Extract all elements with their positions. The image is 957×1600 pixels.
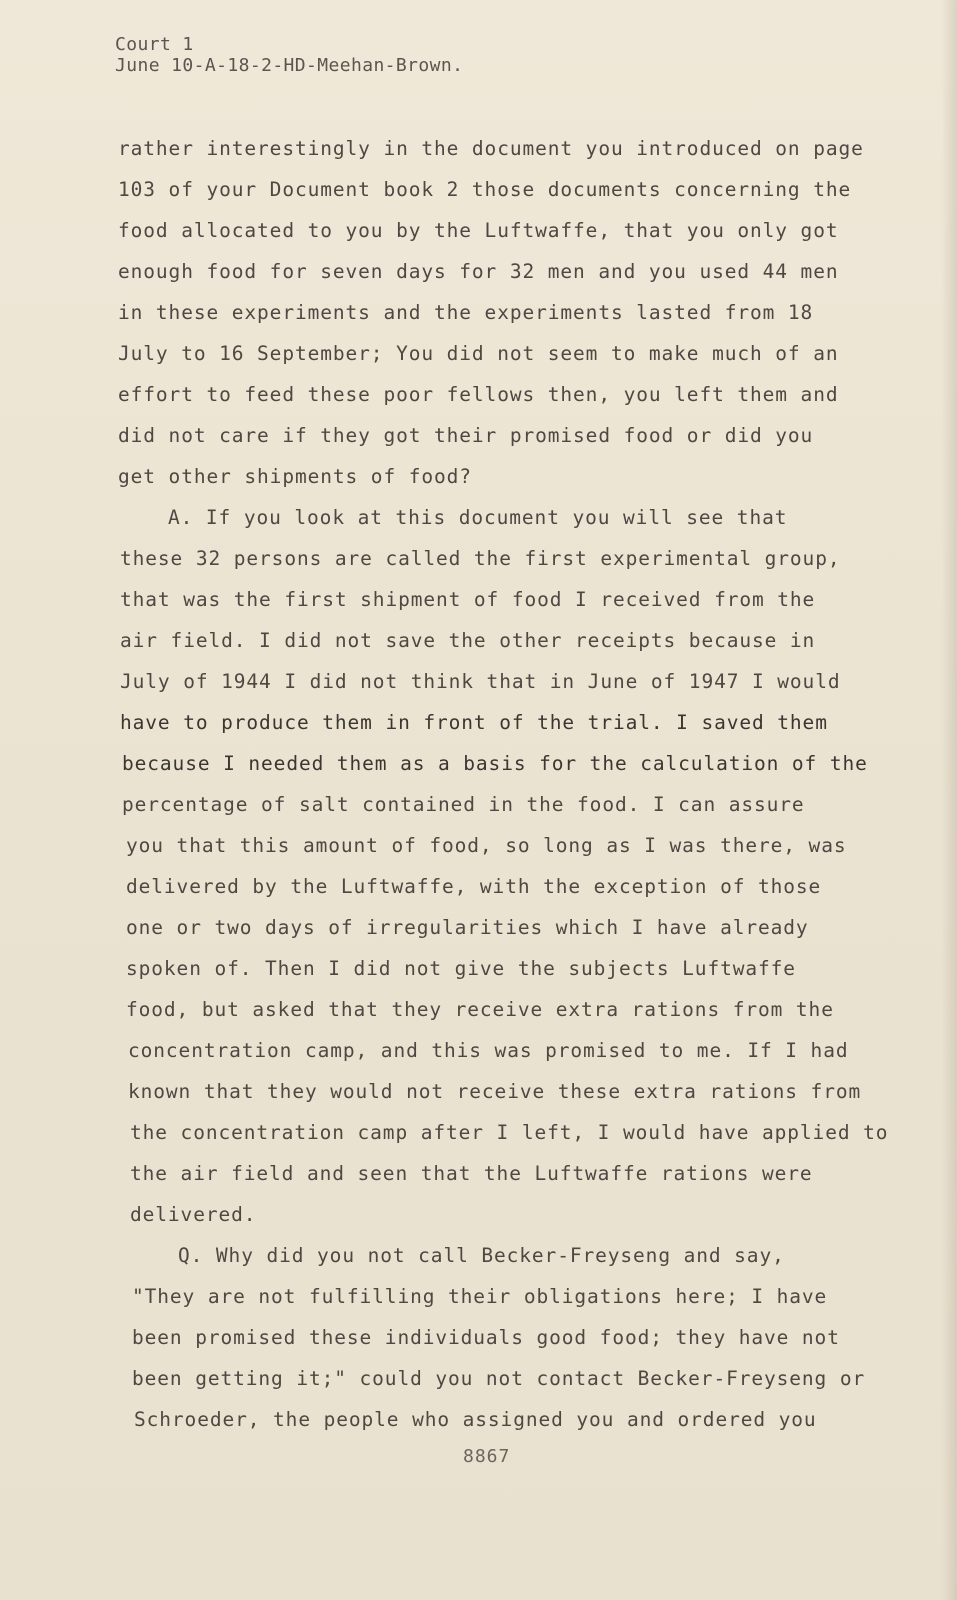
text-line-17: percentage of salt contained in the food. I can assure: [122, 793, 805, 816]
text-line-22: food, but asked that they receive extra rations from the: [126, 998, 834, 1021]
page-number: 8867: [463, 1446, 511, 1467]
text-line-14: July of 1944 I did not think that in June of 1947 I would: [120, 670, 841, 693]
session-reference: June 10-A-18-2-HD-Meehan-Brown.: [115, 55, 464, 76]
text-line-23: concentration camp, and this was promised to me. If I had: [128, 1039, 849, 1062]
text-line-31: been getting it;" could you not contact Becker-Freyseng or: [132, 1367, 866, 1390]
page-edge-shadow: [941, 0, 957, 1600]
text-line-1: rather interestingly in the document you introduced on page: [118, 137, 864, 160]
text-line-29: "They are not fulfilling their obligations here; I have: [132, 1285, 828, 1308]
text-line-32: Schroeder, the people who assigned you and ordered you: [134, 1408, 817, 1431]
text-line-19: delivered by the Luftwaffe, with the exception of those: [126, 875, 822, 898]
text-line-26: the air field and seen that the Luftwaffe rations were: [130, 1162, 813, 1185]
document-header: [115, 34, 463, 76]
text-line-24: known that they would not receive these extra rations from: [128, 1080, 862, 1103]
text-line-9: get other shipments of food?: [118, 465, 472, 488]
text-line-3: food allocated to you by the Luftwaffe, that you only got: [118, 219, 839, 242]
court-label: Court 1: [115, 34, 194, 55]
answer-line-1: A. If you look at this document you will see that: [168, 506, 788, 529]
text-line-15: have to produce them in front of the trial. I saved them: [120, 711, 828, 734]
text-line-8: did not care if they got their promised food or did you: [118, 424, 814, 447]
text-line-7: effort to feed these poor fellows then, you left them and: [118, 383, 839, 406]
text-line-16: because I needed them as a basis for the calculation of the: [122, 752, 868, 775]
text-line-18: you that this amount of food, so long as I was there, was: [126, 834, 847, 857]
question-line-1: Q. Why did you not call Becker-Freyseng and say,: [178, 1244, 785, 1267]
text-line-20: one or two days of irregularities which I have already: [126, 916, 809, 939]
text-line-11: these 32 persons are called the first experimental group,: [120, 547, 841, 570]
text-line-27: delivered.: [130, 1203, 257, 1226]
text-line-30: been promised these individuals good food; they have not: [132, 1326, 840, 1349]
text-line-25: the concentration camp after I left, I would have applied to: [130, 1121, 889, 1144]
transcript-body: [118, 128, 889, 1440]
text-line-5: in these experiments and the experiments lasted from 18: [118, 301, 814, 324]
text-line-21: spoken of. Then I did not give the subjects Luftwaffe: [126, 957, 796, 980]
text-line-13: air field. I did not save the other receipts because in: [120, 629, 816, 652]
text-line-6: July to 16 September; You did not seem to make much of an: [118, 342, 839, 365]
text-line-2: 103 of your Document book 2 those documents concerning the: [118, 178, 852, 201]
text-line-12: that was the first shipment of food I received from the: [120, 588, 816, 611]
text-line-4: enough food for seven days for 32 men and you used 44 men: [118, 260, 839, 283]
